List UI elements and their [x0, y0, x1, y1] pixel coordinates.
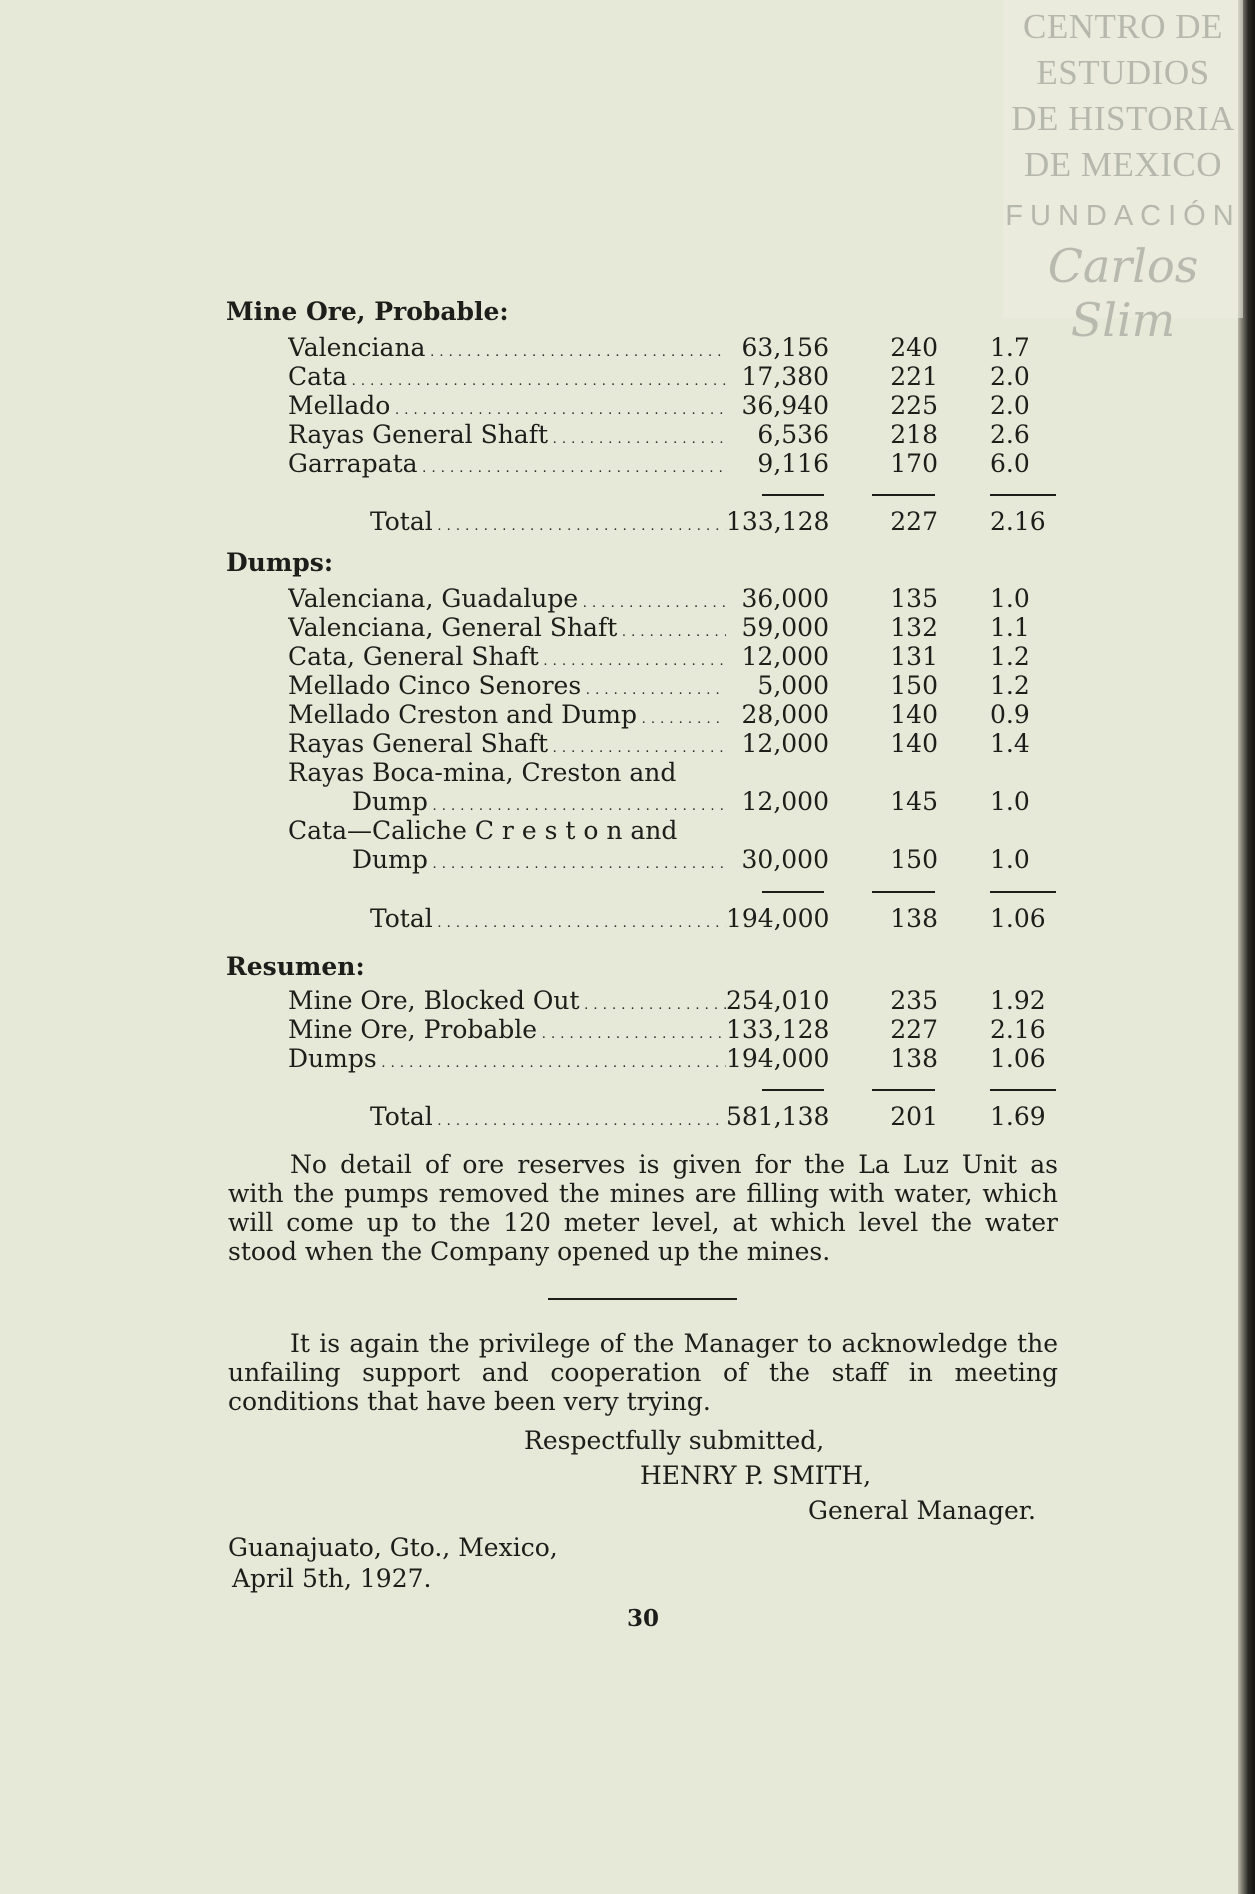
table-row — [0, 1044, 1100, 1074]
total-rule — [762, 494, 824, 496]
row-label: Garrapata . . . — [288, 449, 726, 478]
table-row — [0, 449, 1100, 479]
row-value: 1.06 — [990, 1044, 1046, 1073]
table-row — [0, 362, 1100, 392]
row-grade: 131 — [890, 642, 938, 671]
row-label: Mellado . . . — [288, 391, 726, 420]
table-row — [0, 700, 1100, 730]
row-value: 2.6 — [990, 420, 1030, 449]
table-row — [0, 333, 1100, 363]
table-row — [0, 729, 1100, 759]
row-tons: 36,000 — [741, 584, 829, 613]
total-rule — [872, 891, 935, 893]
total-rule — [762, 1089, 824, 1091]
row-tons: 59,000 — [741, 613, 829, 642]
row-label-continued: Dump . . . — [352, 845, 726, 874]
row-grade: 145 — [890, 787, 938, 816]
row-grade: 150 — [890, 671, 938, 700]
row-grade: 218 — [890, 420, 938, 449]
row-value: 2.16 — [990, 1015, 1046, 1044]
row-label: Mellado Cinco Senores . . . — [288, 671, 726, 700]
row-label: Rayas General Shaft . . . — [288, 729, 726, 758]
row-value: 1.1 — [990, 613, 1030, 642]
total-value: 1.69 — [990, 1102, 1046, 1131]
row-value: 0.9 — [990, 700, 1030, 729]
row-label: Mine Ore, Probable . . . — [288, 1015, 726, 1044]
row-grade: 170 — [890, 449, 938, 478]
ore-reserves-note: No detail of ore reserves is given for the La Luz Unit as with the pumps removed the mines are filling with water, which will come up to the 120 meter level, at which level the water stood when the Company opened up the mines. — [228, 1150, 1058, 1266]
row-value: 6.0 — [990, 449, 1030, 478]
watermark-line: CENTRO DE — [1023, 7, 1223, 46]
total-rule — [990, 1089, 1056, 1091]
watermark-foundation: FUNDACIÓN — [1005, 200, 1241, 232]
row-label: Valenciana . . . — [288, 333, 726, 362]
row-tons: 12,000 — [741, 729, 829, 758]
total-row — [0, 1102, 1100, 1132]
row-grade: 225 — [890, 391, 938, 420]
row-grade: 227 — [890, 1015, 938, 1044]
row-tons: 28,000 — [741, 700, 829, 729]
table-row — [0, 845, 1100, 875]
total-tons: 194,000 — [726, 904, 830, 933]
row-value: 2.0 — [990, 362, 1030, 391]
total-value: 2.16 — [990, 507, 1046, 536]
total-rule — [872, 1089, 935, 1091]
row-tons: 63,156 — [741, 333, 829, 362]
table-row — [0, 1015, 1100, 1045]
closing-salutation: Respectfully submitted, — [524, 1426, 825, 1455]
row-grade: 138 — [890, 1044, 938, 1073]
total-rule — [990, 494, 1056, 496]
row-label: Rayas Boca-mina, Creston and — [288, 758, 677, 787]
row-label: Rayas General Shaft . . . — [288, 420, 726, 449]
row-tons: 133,128 — [726, 1015, 830, 1044]
row-tons: 12,000 — [741, 642, 829, 671]
row-tons: 5,000 — [757, 671, 829, 700]
row-grade: 140 — [890, 700, 938, 729]
row-label: Mellado Creston and Dump . . . — [288, 700, 726, 729]
row-label: Mine Ore, Blocked Out . . . — [288, 986, 726, 1015]
total-rule — [990, 891, 1056, 893]
row-tons: 30,000 — [741, 845, 829, 874]
section-separator — [548, 1298, 737, 1300]
table-row — [0, 986, 1100, 1016]
watermark-line: DE MEXICO — [1024, 145, 1222, 184]
total-rule — [872, 494, 935, 496]
table-row — [0, 420, 1100, 450]
row-grade: 240 — [890, 333, 938, 362]
acknowledgement-paragraph: It is again the privilege of the Manager to acknowledge the unfailing support and cooperation of the staff in meeting conditions that have been very trying. — [228, 1329, 1058, 1416]
table-row — [0, 613, 1100, 643]
section-title-dumps: Dumps: — [226, 548, 334, 577]
row-grade: 140 — [890, 729, 938, 758]
row-label: Cata . . . — [288, 362, 726, 391]
page-number: 30 — [627, 1605, 660, 1632]
total-value: 1.06 — [990, 904, 1046, 933]
row-value: 1.0 — [990, 584, 1030, 613]
row-value: 1.92 — [990, 986, 1046, 1015]
row-grade: 221 — [890, 362, 938, 391]
total-row — [0, 904, 1100, 934]
table-row — [0, 787, 1100, 817]
row-value: 1.2 — [990, 642, 1030, 671]
row-value: 1.0 — [990, 787, 1030, 816]
total-label: Total . . . — [370, 1102, 726, 1131]
total-label: Total . . . — [370, 507, 726, 536]
row-grade: 150 — [890, 845, 938, 874]
row-value: 1.2 — [990, 671, 1030, 700]
row-grade: 235 — [890, 986, 938, 1015]
total-tons: 581,138 — [726, 1102, 830, 1131]
table-row — [0, 584, 1100, 614]
row-value: 1.4 — [990, 729, 1030, 758]
table-row — [0, 642, 1100, 672]
row-tons: 17,380 — [741, 362, 829, 391]
row-value: 1.0 — [990, 845, 1030, 874]
row-tons: 36,940 — [741, 391, 829, 420]
watermark-signature: Carlos Slim — [1047, 239, 1199, 347]
row-value: 1.7 — [990, 333, 1030, 362]
row-label-continued: Dump . . . — [352, 787, 726, 816]
row-tons: 9,116 — [757, 449, 829, 478]
row-tons: 6,536 — [757, 420, 829, 449]
section-title-probable: Mine Ore, Probable: — [226, 297, 509, 326]
table-row — [0, 391, 1100, 421]
table-row — [0, 671, 1100, 701]
total-grade: 201 — [890, 1102, 938, 1131]
signatory-name: HENRY P. SMITH, — [640, 1461, 872, 1490]
total-grade: 138 — [890, 904, 938, 933]
row-label: Dumps . . . — [288, 1044, 726, 1073]
row-label: Valenciana, General Shaft . . . — [288, 613, 726, 642]
row-tons: 12,000 — [741, 787, 829, 816]
watermark-line: ESTUDIOS — [1036, 53, 1210, 92]
table-row-wrap — [0, 816, 1100, 846]
row-label: Valenciana, Guadalupe . . . — [288, 584, 726, 613]
row-tons: 254,010 — [726, 986, 830, 1015]
watermark-line: DE HISTORIA — [1011, 99, 1235, 138]
date-line: April 5th, 1927. — [232, 1564, 432, 1593]
row-label: Cata, General Shaft . . . — [288, 642, 726, 671]
row-label: Cata—Caliche C r e s t o n and — [288, 816, 678, 845]
place-line: Guanajuato, Gto., Mexico, — [228, 1533, 558, 1562]
section-title-resumen: Resumen: — [226, 952, 365, 981]
row-tons: 194,000 — [726, 1044, 830, 1073]
total-label: Total . . . — [370, 904, 726, 933]
total-tons: 133,128 — [726, 507, 830, 536]
signatory-position: General Manager. — [808, 1496, 1036, 1525]
table-row-wrap — [0, 758, 1100, 788]
total-rule — [762, 891, 824, 893]
row-value: 2.0 — [990, 391, 1030, 420]
row-grade: 132 — [890, 613, 938, 642]
total-row — [0, 507, 1100, 537]
row-grade: 135 — [890, 584, 938, 613]
total-grade: 227 — [890, 507, 938, 536]
